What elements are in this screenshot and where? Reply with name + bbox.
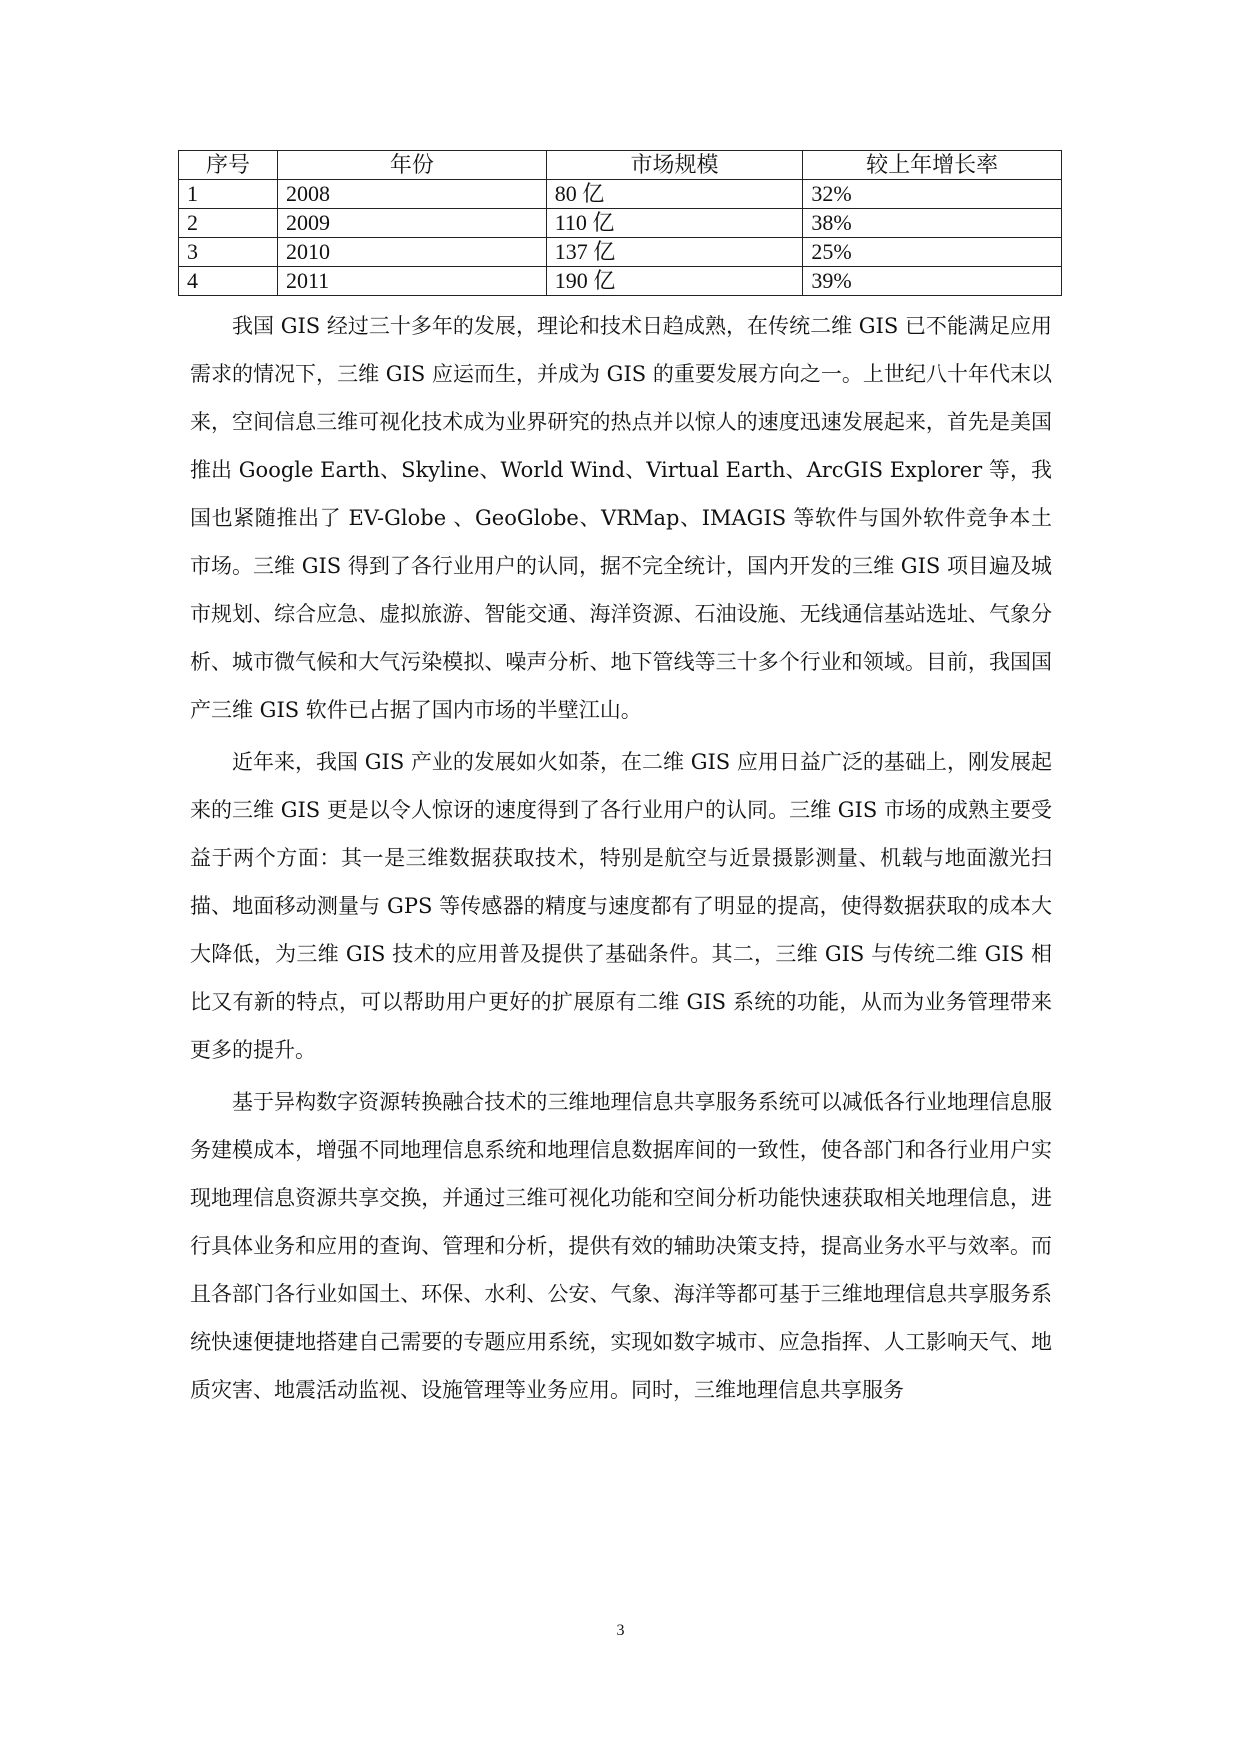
cell-market-size: 137 亿: [546, 238, 803, 267]
paragraph-gis-industry: 近年来，我国 GIS 产业的发展如火如荼，在二维 GIS 应用日益广泛的基础上，刚发展起来的三维 GIS 更是以令人惊讶的速度得到了各行业用户的认同。三维 GIS 市场的成熟主要受益于两个方面：其一是三维数据获取技术，特别是航空与近景摄影测量、机载与地面激光扫描、地面移动测量与 GPS 等传感器的精度与速度都有了明显的提高，使得数据获取的成本大大降低，为三维 GIS 技术的应用普及提供了基础条件。其二，三维 GIS 与传统二维 GIS 相比又有新的特点，可以帮助用户更好的扩展原有二维 GIS 系统的功能，从而为业务管理带来更多的提升。: [190, 750, 1052, 1062]
header-year: 年份: [278, 151, 547, 180]
cell-market-size: 80 亿: [546, 180, 803, 209]
table-header-row: [179, 151, 1062, 180]
table-row: [179, 209, 1062, 238]
table-row: [179, 238, 1062, 267]
paragraph-shared-service: 基于异构数字资源转换融合技术的三维地理信息共享服务系统可以减低各行业地理信息服务建模成本，增强不同地理信息系统和地理信息数据库间的一致性，使各部门和各行业用户实现地理信息资源共享交换，并通过三维可视化功能和空间分析功能快速获取相关地理信息，进行具体业务和应用的查询、管理和分析，提供有效的辅助决策支持，提高业务水平与效率。而且各部门各行业如国土、环保、水利、公安、气象、海洋等都可基于三维地理信息共享服务系统快速便捷地搭建自己需要的专题应用系统，实现如数字城市、应急指挥、人工影响天气、地质灾害、地震活动监视、设施管理等业务应用。同时，三维地理信息共享服务: [190, 1090, 1052, 1402]
cell-market-size: 190 亿: [546, 267, 803, 296]
body-text: [190, 302, 1052, 1418]
cell-year: 2010: [278, 238, 547, 267]
cell-index: 2: [179, 209, 278, 238]
table-row: [179, 180, 1062, 209]
header-market-size: 市场规模: [546, 151, 803, 180]
header-index: 序号: [179, 151, 278, 180]
paragraph-gis-history: 我国 GIS 经过三十多年的发展，理论和技术日趋成熟，在传统二维 GIS 已不能满足应用需求的情况下，三维 GIS 应运而生，并成为 GIS 的重要发展方向之一。上世纪八十年代末以来，空间信息三维可视化技术成为业界研究的热点并以惊人的速度迅速发展起来，首先是美国推出 Google Earth、Skyline、World Wind、Virtual Earth、ArcGIS Explorer 等，我国也紧随推出了 EV-Globe 、GeoGlobe、VRMap、IMAGIS 等软件与国外软件竞争本土市场。三维 GIS 得到了各行业用户的认同，据不完全统计，国内开发的三维 GIS 项目遍及城市规划、综合应急、虚拟旅游、智能交通、海洋资源、石油设施、无线通信基站选址、气象分析、城市微气候和大气污染模拟、噪声分析、地下管线等三十多个行业和领域。目前，我国国产三维 GIS 软件已占据了国内市场的半壁江山。: [190, 314, 1052, 722]
cell-growth-rate: 38%: [803, 209, 1062, 238]
cell-year: 2009: [278, 209, 547, 238]
page-number: 3: [616, 1622, 625, 1639]
cell-year: 2011: [278, 267, 547, 296]
cell-year: 2008: [278, 180, 547, 209]
cell-growth-rate: 39%: [803, 267, 1062, 296]
market-size-table: [178, 150, 1062, 296]
cell-index: 4: [179, 267, 278, 296]
cell-market-size: 110 亿: [546, 209, 803, 238]
cell-index: 1: [179, 180, 278, 209]
header-growth-rate: 较上年增长率: [803, 151, 1062, 180]
table-row: [179, 267, 1062, 296]
cell-index: 3: [179, 238, 278, 267]
cell-growth-rate: 32%: [803, 180, 1062, 209]
cell-growth-rate: 25%: [803, 238, 1062, 267]
